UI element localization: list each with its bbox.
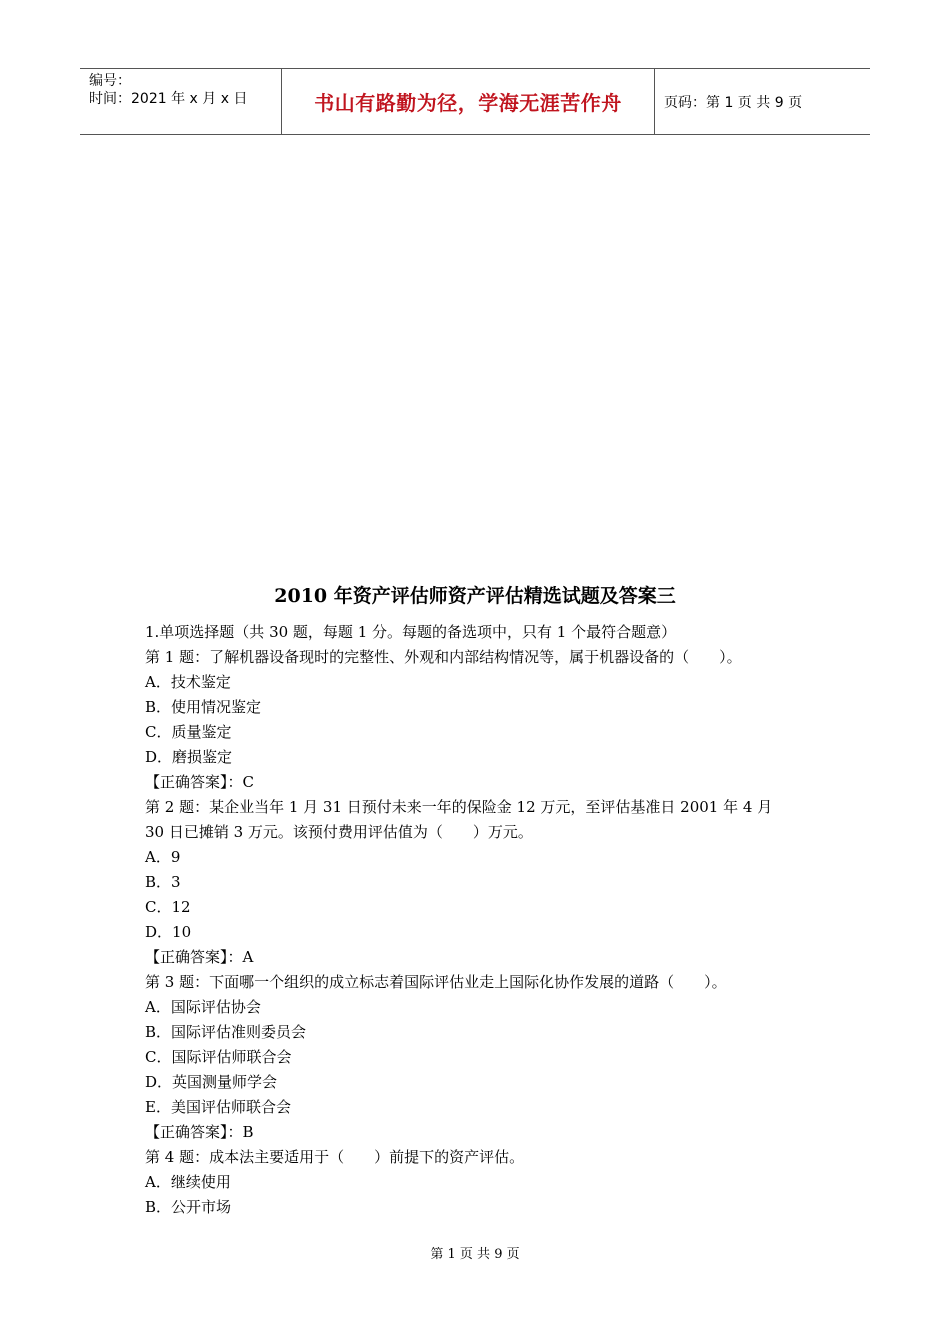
body-line: D．磨损鉴定 (145, 748, 233, 766)
body-line: B．公开市场 (145, 1198, 232, 1216)
body-line: 第 4 题：成本法主要适用于（ ）前提下的资产评估。 (145, 1148, 525, 1166)
body-line: A．9 (145, 848, 181, 866)
body-line: E．美国评估师联合会 (145, 1098, 291, 1116)
body-line: 【正确答案】：B (145, 1123, 254, 1141)
body-line: B．使用情况鉴定 (145, 698, 262, 716)
page-header (80, 68, 870, 135)
body-line: A．技术鉴定 (145, 673, 231, 691)
body-line: A．继续使用 (145, 1173, 231, 1191)
header-motto: 书山有路勤为径，学海无涯苦作舟 (282, 69, 655, 134)
header-page-info: 页码：第 1 页 共 9 页 (664, 94, 803, 111)
body-line: 第 3 题：下面哪一个组织的成立标志着国际评估业走上国际化协作发展的道路（ ）。 (145, 973, 727, 991)
document-number-label: 编号： (89, 73, 131, 89)
body-line: C．国际评估师联合会 (145, 1048, 292, 1066)
body-line: C．质量鉴定 (145, 723, 232, 741)
body-line: 第 2 题：某企业当年 1 月 31 日预付未来一年的保险金 12 万元，至评估基准日 2001 年 4 月 (145, 798, 773, 816)
document-title: 2010 年资产评估师资产评估精选试题及答案三 (274, 585, 676, 607)
body-line: 30 日已摊销 3 万元。该预付费用评估值为（ ）万元。 (145, 823, 533, 841)
body-line: D．10 (145, 923, 192, 941)
body-line: A．国际评估协会 (145, 998, 261, 1016)
body-line: 第 1 题：了解机器设备现时的完整性、外观和内部结构情况等，属于机器设备的（ ）。 (145, 648, 742, 666)
page-footer: 第 1 页 共 9 页 (430, 1247, 520, 1262)
body-line: 【正确答案】：A (145, 948, 254, 966)
body-line: D．英国测量师学会 (145, 1073, 278, 1091)
header-meta (80, 69, 282, 134)
body-line: 【正确答案】：C (145, 773, 254, 791)
body-line: B．国际评估准则委员会 (145, 1023, 307, 1041)
document-time-label: 时间：2021 年 x 月 x 日 (89, 91, 248, 107)
body-line: 1.单项选择题（共 30 题，每题 1 分。每题的备选项中，只有 1 个最符合题意） (145, 623, 677, 641)
body-line: C．12 (145, 898, 191, 916)
body-line: B．3 (145, 873, 181, 891)
document-body (145, 620, 815, 1220)
